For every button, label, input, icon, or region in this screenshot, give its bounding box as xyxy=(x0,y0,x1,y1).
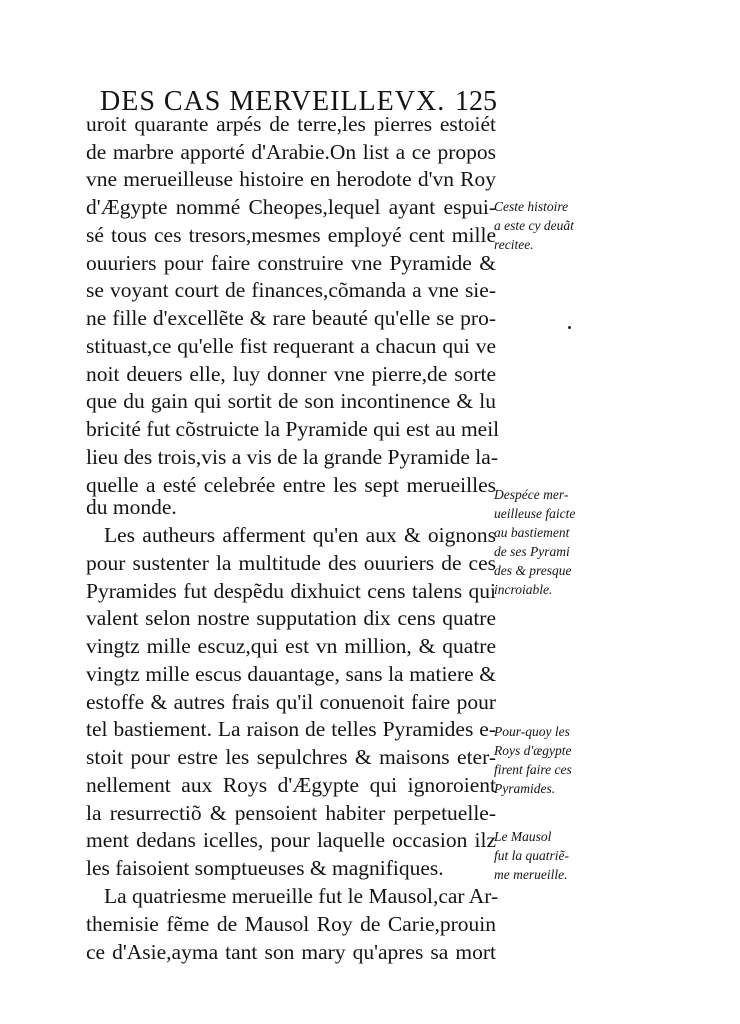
text-line: du monde. xyxy=(86,495,177,519)
text-line: sé tous ces tresors,mesmes employé cent mille xyxy=(86,223,496,247)
text-line: themisie fẽme de Mausol Roy de Carie,prouin xyxy=(86,912,496,936)
margin-note-line: Pour-quoy les xyxy=(494,724,570,739)
margin-note-line: Ceste histoire xyxy=(494,199,569,214)
page-number: 125 xyxy=(455,86,497,117)
margin-note-line: incroiable. xyxy=(494,582,553,597)
text-line: quelle a esté celebrée entre les sept merueilles xyxy=(86,473,496,497)
text-line: lieu des trois,vis a vis de la grande Pyramide la- xyxy=(86,445,498,469)
margin-note-line: des & presque xyxy=(494,563,572,578)
text-line: pour sustenter la multitude des ouuriers de ces xyxy=(86,551,496,575)
margin-note-line: Pyramides. xyxy=(494,781,556,796)
margin-note-line: me merueille. xyxy=(494,867,568,882)
margin-note-line: Le Mausol xyxy=(494,829,552,844)
margin-note-line: fut la quatriẽ- xyxy=(494,848,569,863)
margin-note-line: ueilleuse faicte xyxy=(494,506,576,521)
text-line: ce d'Asie,ayma tant son mary qu'apres sa mort xyxy=(86,940,496,964)
text-line: tel bastiement. La raison de telles Pyramides e- xyxy=(86,717,496,741)
margin-note xyxy=(494,722,594,798)
text-line: ouuriers pour faire construire vne Pyramide & xyxy=(86,251,496,275)
text-line: la resurrectiõ & pensoient habiter perpetuelle- xyxy=(86,801,496,825)
text-line: estoffe & autres frais qu'il conuenoit faire pour xyxy=(86,690,496,714)
text-line: Pyramides fut despẽdu dixhuict cens talens qui xyxy=(86,579,496,603)
margin-note-line: Roys d'ægypte xyxy=(494,743,572,758)
text-line: Les autheurs afferment qu'en aux & oignons xyxy=(104,523,496,547)
text-line: les faisoient somptueuses & magnifiques. xyxy=(86,856,444,880)
margin-note-line: de ses Pyrami xyxy=(494,544,570,559)
margin-note xyxy=(494,485,594,599)
text-line: ment dedans icelles, pour laquelle occasion ilz xyxy=(86,828,496,852)
text-line: nellement aux Roys d'Ægypte qui ignoroient xyxy=(86,773,496,797)
running-title: DES CAS MERVEILLEVX. xyxy=(100,86,446,117)
ink-speck xyxy=(568,326,571,329)
text-line: vne merueilleuse histoire en herodote d'vn Roy xyxy=(86,167,496,191)
text-line: La quatriesme merueille fut le Mausol,car Ar- xyxy=(104,884,499,908)
text-line: vingtz mille escus dauantage, sans la matiere & xyxy=(86,662,496,686)
text-line: stoit pour estre les sepulchres & maisons eter- xyxy=(86,745,496,769)
text-line: vingtz mille escuz,qui est vn million, & quatre xyxy=(86,634,496,658)
text-line: se voyant court de finances,cõmanda a vne sie- xyxy=(86,278,496,302)
text-line: uroit quarante arpés de terre,les pierres estoiét xyxy=(86,112,496,136)
margin-note-line: au bastiement xyxy=(494,525,570,540)
text-line: que du gain qui sortit de son incontinence & lu xyxy=(86,389,496,413)
margin-note-line: Despéce mer- xyxy=(494,487,569,502)
text-line: bricité fut cõstruicte la Pyramide qui est au meil xyxy=(86,417,500,441)
margin-note-line: a este cy deuãt xyxy=(494,218,574,233)
text-line: valent selon nostre supputation dix cens quatre xyxy=(86,606,496,630)
text-line: de marbre apporté d'Arabie.On list a ce propos xyxy=(86,140,496,164)
margin-note xyxy=(494,827,594,884)
text-line: noit deuers elle, luy donner vne pierre,de sorte xyxy=(86,362,496,386)
margin-note xyxy=(494,197,594,254)
text-line: stituast,ce qu'elle fist requerant a chacun qui ve xyxy=(86,334,496,358)
margin-note-line: firent faire ces xyxy=(494,762,572,777)
text-line: d'Ægypte nommé Cheopes,lequel ayant espui- xyxy=(86,195,496,219)
margin-note-line: recitee. xyxy=(494,237,534,252)
text-line: ne fille d'excellẽte & rare beauté qu'elle se pro- xyxy=(86,306,496,330)
